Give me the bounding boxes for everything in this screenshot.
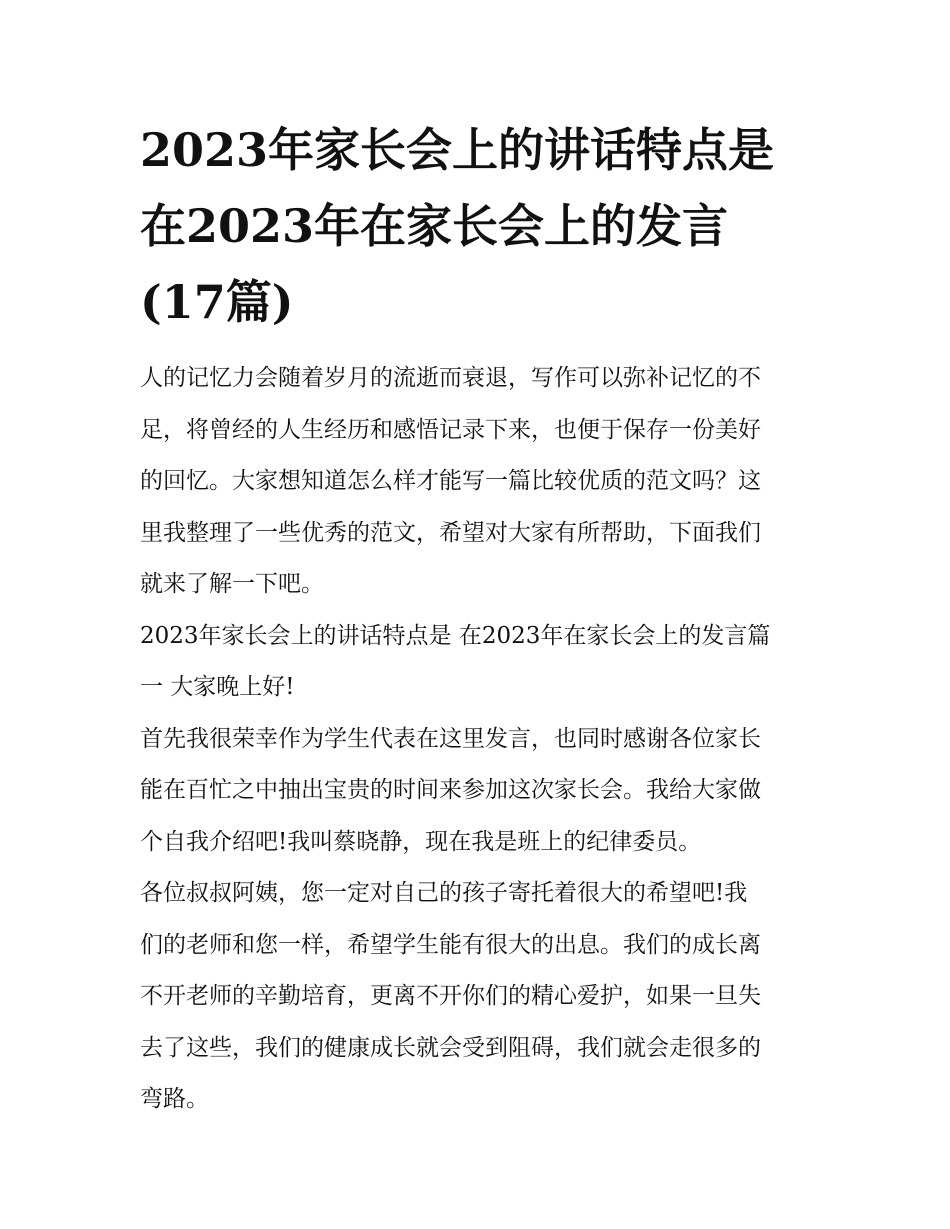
body-line: 各位叔叔阿姨，您一定对自己的孩子寄托着很大的希望吧!我 [140,880,748,906]
body-line: 就来了解一下吧。 [140,571,324,597]
body-line: 的回忆。大家想知道怎么样才能写一篇比较优质的范文吗？这 [140,468,761,494]
title-line-1: 2023年家长会上的讲话特点是 [140,123,775,177]
body-line: 们的老师和您一样，希望学生能有很大的出息。我们的成长离 [140,931,761,958]
title-line-3: (17篇) [140,275,294,329]
title-line-2: 在2023年在家长会上的发言 [140,199,729,253]
body-line: 足，将曾经的人生经历和感悟记录下来，也便于保存一份美好 [140,416,761,443]
body-line: 去了这些，我们的健康成长就会受到阻碍，我们就会走很多的 [140,1034,761,1061]
document-title [140,112,820,340]
body-line: 首先我很荣幸作为学生代表在这里发言，也同时感谢各位家长 [140,725,761,752]
body-line: 弯路。 [140,1086,209,1112]
document-body [140,353,830,1126]
body-line: 人的记忆力会随着岁月的流逝而衰退，写作可以弥补记忆的不 [140,365,761,391]
body-line: 2023年家长会上的讲话特点是 在2023年在家长会上的发言篇 [140,622,771,649]
body-line: 能在百忙之中抽出宝贵的时间来参加这次家长会。我给大家做 [140,777,761,803]
body-line: 一 大家晚上好! [140,674,295,700]
body-line: 个自我介绍吧!我叫蔡晓静，现在我是班上的纪律委员。 [140,828,702,855]
body-line: 里我整理了一些优秀的范文，希望对大家有所帮助，下面我们 [140,519,761,546]
body-line: 不开老师的辛勤培育，更离不开你们的精心爱护，如果一旦失 [140,983,761,1009]
